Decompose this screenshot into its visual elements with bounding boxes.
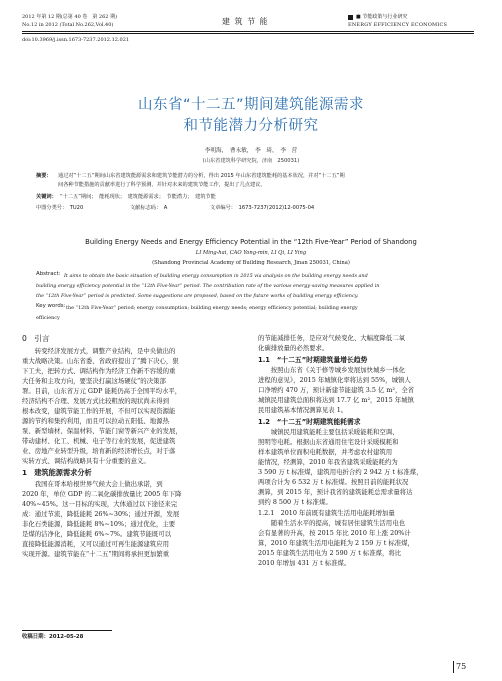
doc-code: 文献标志码： A <box>130 205 168 211</box>
column-title-cn: ■ 节能政策与行业研究 <box>356 14 408 20</box>
text-line: 我国在哥本哈根世界气候大会上做出承诺，到 <box>22 480 163 488</box>
column-title-en: ENERGY EFFICIENCY ECONOMICS <box>348 22 448 28</box>
section-heading-1: 1 建筑能源需求分析 <box>22 468 92 477</box>
text-line: 会有显著的升高，按 2015 年比 2010 年上涨 20%计 <box>258 529 411 537</box>
text-line: 按照山东省《关于修等城乡发展加快城乡一体化 <box>258 366 405 374</box>
abstract-cn-label: 摘要： <box>36 173 52 179</box>
text-line: 到约 8 500 万 t 标准煤。 <box>258 498 332 506</box>
page-number-rule <box>453 661 454 673</box>
text-line: 源的节约和集约利用，而且可以拉动五阳低、地源热 <box>22 417 169 425</box>
section-heading-1-2: 1.2 “十二五”时期建筑能耗需求 <box>258 418 361 426</box>
text-line: 直接降低能源消耗，又可以通过可再生能源建筑应用 <box>22 540 169 548</box>
header-rule <box>22 31 474 32</box>
paragraph-intro <box>22 346 248 466</box>
clc-number: 中图分类号： TU20 <box>36 205 84 211</box>
text-line: 3 590 万 t 标准煤，建筑用电折合约 2 942 万 t 标准煤， <box>258 468 423 476</box>
keywords-en-line-1: the “12th Five-Year” period; energy consumption; building energy needs; energy efficiency potential; building energy <box>66 305 358 311</box>
text-line: 转变经济发展方式，调整产业结构，是中央做出的 <box>22 347 176 355</box>
section-heading-0: 0 引言 <box>22 334 50 343</box>
text-line: 2010 年增加 431 万 t 标准煤。 <box>258 559 351 567</box>
keywords-cn-label: 关键词： <box>36 194 57 200</box>
text-line: 照明等电耗。根据山东省通用住宅设计采暖模耗和 <box>258 438 399 446</box>
text-line: 40%~45%。这一目标的实现，大体通过以下途径来完 <box>22 500 178 508</box>
text-line: 实转方式、调结构战略具有十分重要的意义。 <box>22 457 150 465</box>
text-line: 民用建筑基本情况测算见表 1。 <box>258 406 348 414</box>
affiliation-cn: (山东省建筑科学研究院，济南 250031) <box>202 158 300 164</box>
issue-info-en: No.12 in 2012 (Total No.262,Vol.40) <box>22 22 114 28</box>
abstract-en-line-1: It aims to obtain the basic situation of building energy consumption in 2015 via analysis on the building energy needs and <box>64 273 368 279</box>
header-rule-thin <box>22 33 474 34</box>
text-line: 化碳排放量的必然要求。 <box>258 344 329 352</box>
abstract-en-line-3: the “12th Five-Year” period is predicted. Some suggestions are proposed, based on the future works of building energy efficiency. <box>36 293 359 299</box>
text-line: 是煤的洁净化，降低能耗 6%~7%。建筑节能既可以 <box>22 530 172 538</box>
text-line: 2015 年建筑生活用电为 2 590 万 t 标准煤，将比 <box>258 549 402 557</box>
title-line-2: 和节能潜力分析研究 <box>183 118 319 134</box>
issue-info-cn: 2012 年第 12 期(总第 40 卷 第 262 期) <box>22 14 118 20</box>
section-heading-1-2-1: 1.2.1 2010 年前既有建筑生活用电能耗增加量 <box>258 509 395 517</box>
paragraph-energy-needs <box>258 427 476 507</box>
text-line: 进程的意见》，2015 年城镇化率将达到 55%，城镇人 <box>258 376 411 384</box>
text-line: 随着生活水平的提高，城有居住建筑生活用电也 <box>258 519 405 527</box>
text-line: 重大战略决策。山东省委、省政府提出了“腾下决心，狠 <box>22 357 179 365</box>
affiliation-en: (Shandong Provincial Academy of Building Research, Jinan 250031, China) <box>152 260 350 266</box>
text-line: 下工夫，把转方式、调结构作为经济工作新不容缓的重 <box>22 367 176 375</box>
text-line: 带动建材、化工、机械、电子等行业的发展，促进建筑 <box>22 437 176 445</box>
keywords-en-line-2: efficiency <box>36 315 60 321</box>
text-line: 能情况，经测算，2010 年我省建筑采暖能耗约为 <box>258 458 398 466</box>
abstract-en-line-2: building energy efficiency potential in the “12th Five-Year” period. The contribution rate of the various energy-saving measures applied in <box>36 283 380 289</box>
section-heading-1-1: 1.1 “十二五”时期建筑量增长趋势 <box>258 356 368 364</box>
text-line: 非化石类能源，降低能耗 8%~10%；通过优化，主要 <box>22 520 176 528</box>
authors-cn: 李明海， 曹永敏， 李 琦， 李 营 <box>204 148 298 154</box>
text-line: 泵、新型墙材、保温材料、节能门窗等新兴产业的发展， <box>22 427 182 435</box>
right-column <box>258 333 476 568</box>
left-column <box>22 333 248 559</box>
abstract-cn-line-2: 间各种节能措施的贡献率进行了科学预测，并针对未来的建筑节能工作，提出了几点建议。 <box>58 182 266 188</box>
article-number: 文章编号： 1673-7237(2012)12-0075-04 <box>210 205 315 211</box>
text-line: 的节能减排任务，是应对气候变化、大幅度降低二氧 <box>258 334 405 342</box>
paragraph-continued <box>258 333 476 353</box>
text-line: 2020 年，单位 GDP 的二氧化碳排放量比 2005 年下降 <box>22 490 182 498</box>
text-line: 口净增约 470 万，预计新建节能建筑 3.5 亿 m²，全省 <box>258 386 415 394</box>
text-line: 实现开源。建筑节能在“十二五”期间将承担更加繁重 <box>22 550 170 558</box>
title-line-1: 山东省“十二五”期间建筑能源需求 <box>137 97 365 113</box>
text-line: 大任务和主攻方向，要坚决打赢这场硬仗”的决策部 <box>22 377 166 385</box>
text-line: 测算，到 2015 年，预计我省的建筑能耗总需求量将达 <box>258 488 413 496</box>
square-icon <box>348 15 353 20</box>
text-line: 算，2010 年建筑生活用电能耗为 2 159 万 t 标准煤， <box>258 539 414 547</box>
text-line: 城镇民用建筑总面积将达到 17.7 亿 m²，2015 年城镇 <box>258 396 414 404</box>
text-line: 署。目前，山东省万元 GDP 能耗仍高于全国平均水平， <box>22 387 182 395</box>
text-line: 两项合计为 6 532 万 t 标准煤。按照目前的能耗状况 <box>258 478 409 486</box>
text-line: 成：通过节流，降低能耗 26%~30%；通过开源，发展 <box>22 510 180 518</box>
keywords-en-label: Key words: <box>36 303 66 309</box>
text-line: 城镇民用建筑能耗主要包括采暖能耗和空调、 <box>258 428 399 436</box>
doi: doi:10.3969/j.issn.1673-7237.2012.12.021 <box>22 37 130 43</box>
keywords-cn: “十二五”期间； 能耗现状； 建筑能源需求； 节能潜力； 建筑节能 <box>60 194 216 200</box>
paragraph-demand <box>22 479 248 559</box>
text-line: 经济结构不合理、发展方式比较粗放的现状尚未得到 <box>22 397 169 405</box>
abstract-cn-line-1: 通过对“十二五”期间山东省建筑能源需求和建筑节能潜力的分析，得出 2015 年山东省建筑能耗的基本状况，并对“十二五”期 <box>58 173 345 179</box>
journal-name: 建 筑 节 能 <box>222 17 269 26</box>
text-line: 业、房地产业转型升级，培育新的经济增长点，对于落 <box>22 447 176 455</box>
paragraph-growth <box>258 365 476 415</box>
page-number: 75 <box>456 662 467 671</box>
footnote-rule <box>22 630 112 631</box>
paragraph-electricity <box>258 518 476 568</box>
title-en: Building Energy Needs and Energy Efficiency Potential in the “12th Five-Year” Period of Shandong <box>85 238 417 246</box>
text-line: 样本建筑单位面积电耗数据，并考虑农村建筑用 <box>258 448 393 456</box>
abstract-en-label: Abstract: <box>36 271 61 277</box>
authors-en: LI Ming-hai, CAO Yong-min, LI Qi, LI Ying <box>195 250 307 256</box>
received-date: 收稿日期：2012-05-28 <box>22 634 84 640</box>
text-line: 根本改变，建筑节能工作的开展，不但可以实现资源能 <box>22 407 176 415</box>
